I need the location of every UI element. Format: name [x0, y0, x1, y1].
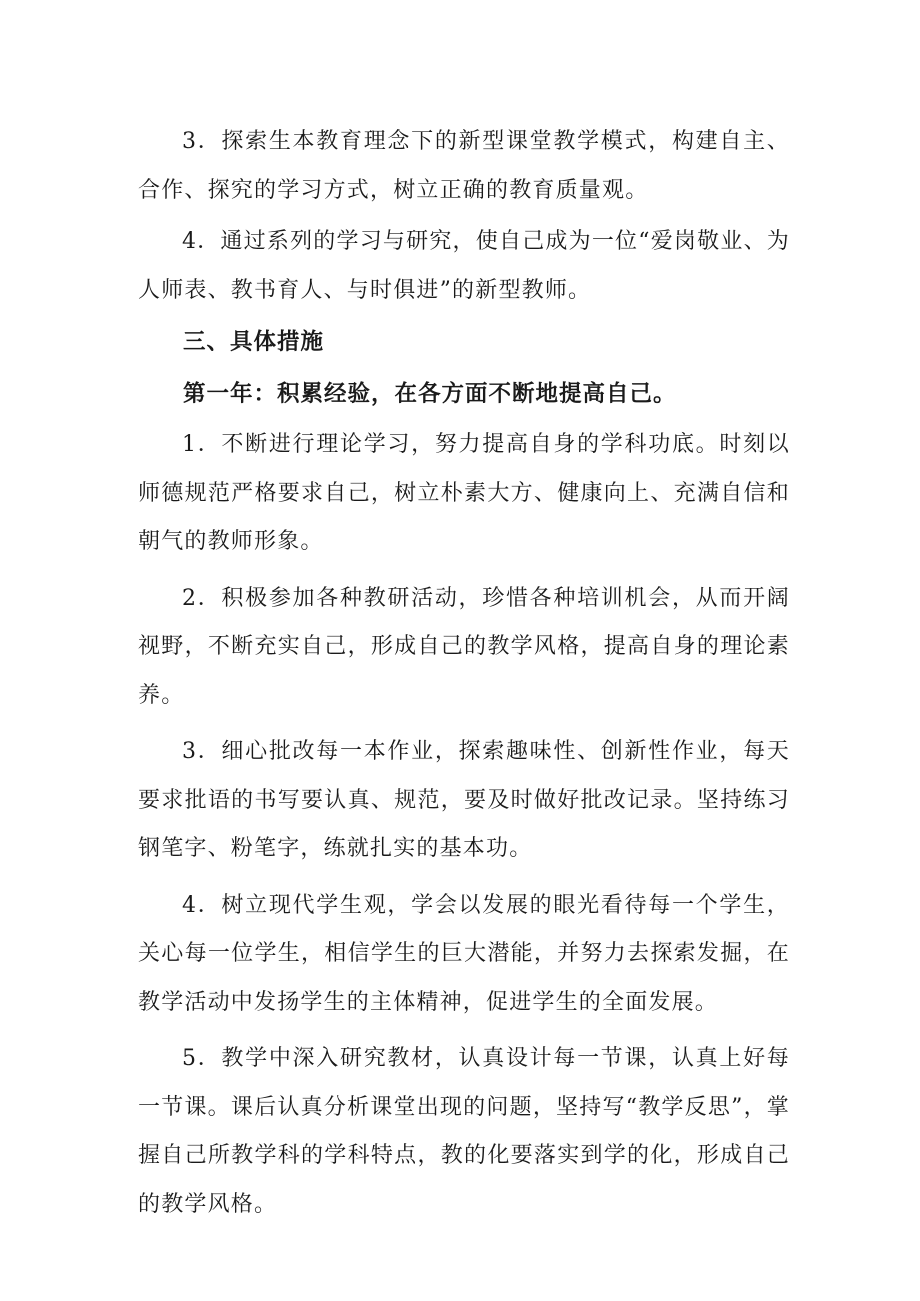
- measure-paragraph-3: 3．细心批改每一本作业，探索趣味性、创新性作业，每天要求批语的书写要认真、规范，要及时做好批改记录。坚持练习钢笔字、粉笔字，练就扎实的基本功。: [138, 739, 790, 861]
- year-one-heading: 第一年：积累经验，在各方面不断地提高自己。: [183, 380, 677, 407]
- measure-paragraph-1: 1．不断进行理论学习，努力提高自身的学科功底。时刻以师德规范严格要求自己，树立朴素大方、健康向上、充满自信和朝气的教师形象。: [138, 432, 790, 554]
- document-body: [138, 118, 790, 1229]
- measure-paragraph-4: 4．树立现代学生观，学会以发展的眼光看待每一个学生，关心每一位学生，相信学生的巨大潜能，并努力去探索发掘，在教学活动中发扬学生的主体精神，促进学生的全面发展。: [138, 892, 790, 1015]
- measure-paragraph-2: 2．积极参加各种教研活动，珍惜各种培训机会，从而开阔视野，不断充实自己，形成自己的教学风格，提高自身的理论素养。: [138, 585, 790, 708]
- measure-paragraph-5: 5．教学中深入研究教材，认真设计每一节课，认真上好每一节课。课后认真分析课堂出现的问题，坚持写“教学反思”，掌握自己所教学科的学科特点，教的化要落实到学的化，形成自己的教学风格。: [138, 1046, 790, 1217]
- section-heading: 三、具体措施: [183, 329, 325, 355]
- goal-paragraph-4: 4．通过系列的学习与研究，使自己成为一位“爱岗敬业、为人师表、教书育人、与时俱进”的新型教师。: [138, 229, 790, 303]
- goal-paragraph-3: 3．探索生本教育理念下的新型课堂教学模式，构建自主、合作、探究的学习方式，树立正确的教育质量观。: [138, 129, 790, 203]
